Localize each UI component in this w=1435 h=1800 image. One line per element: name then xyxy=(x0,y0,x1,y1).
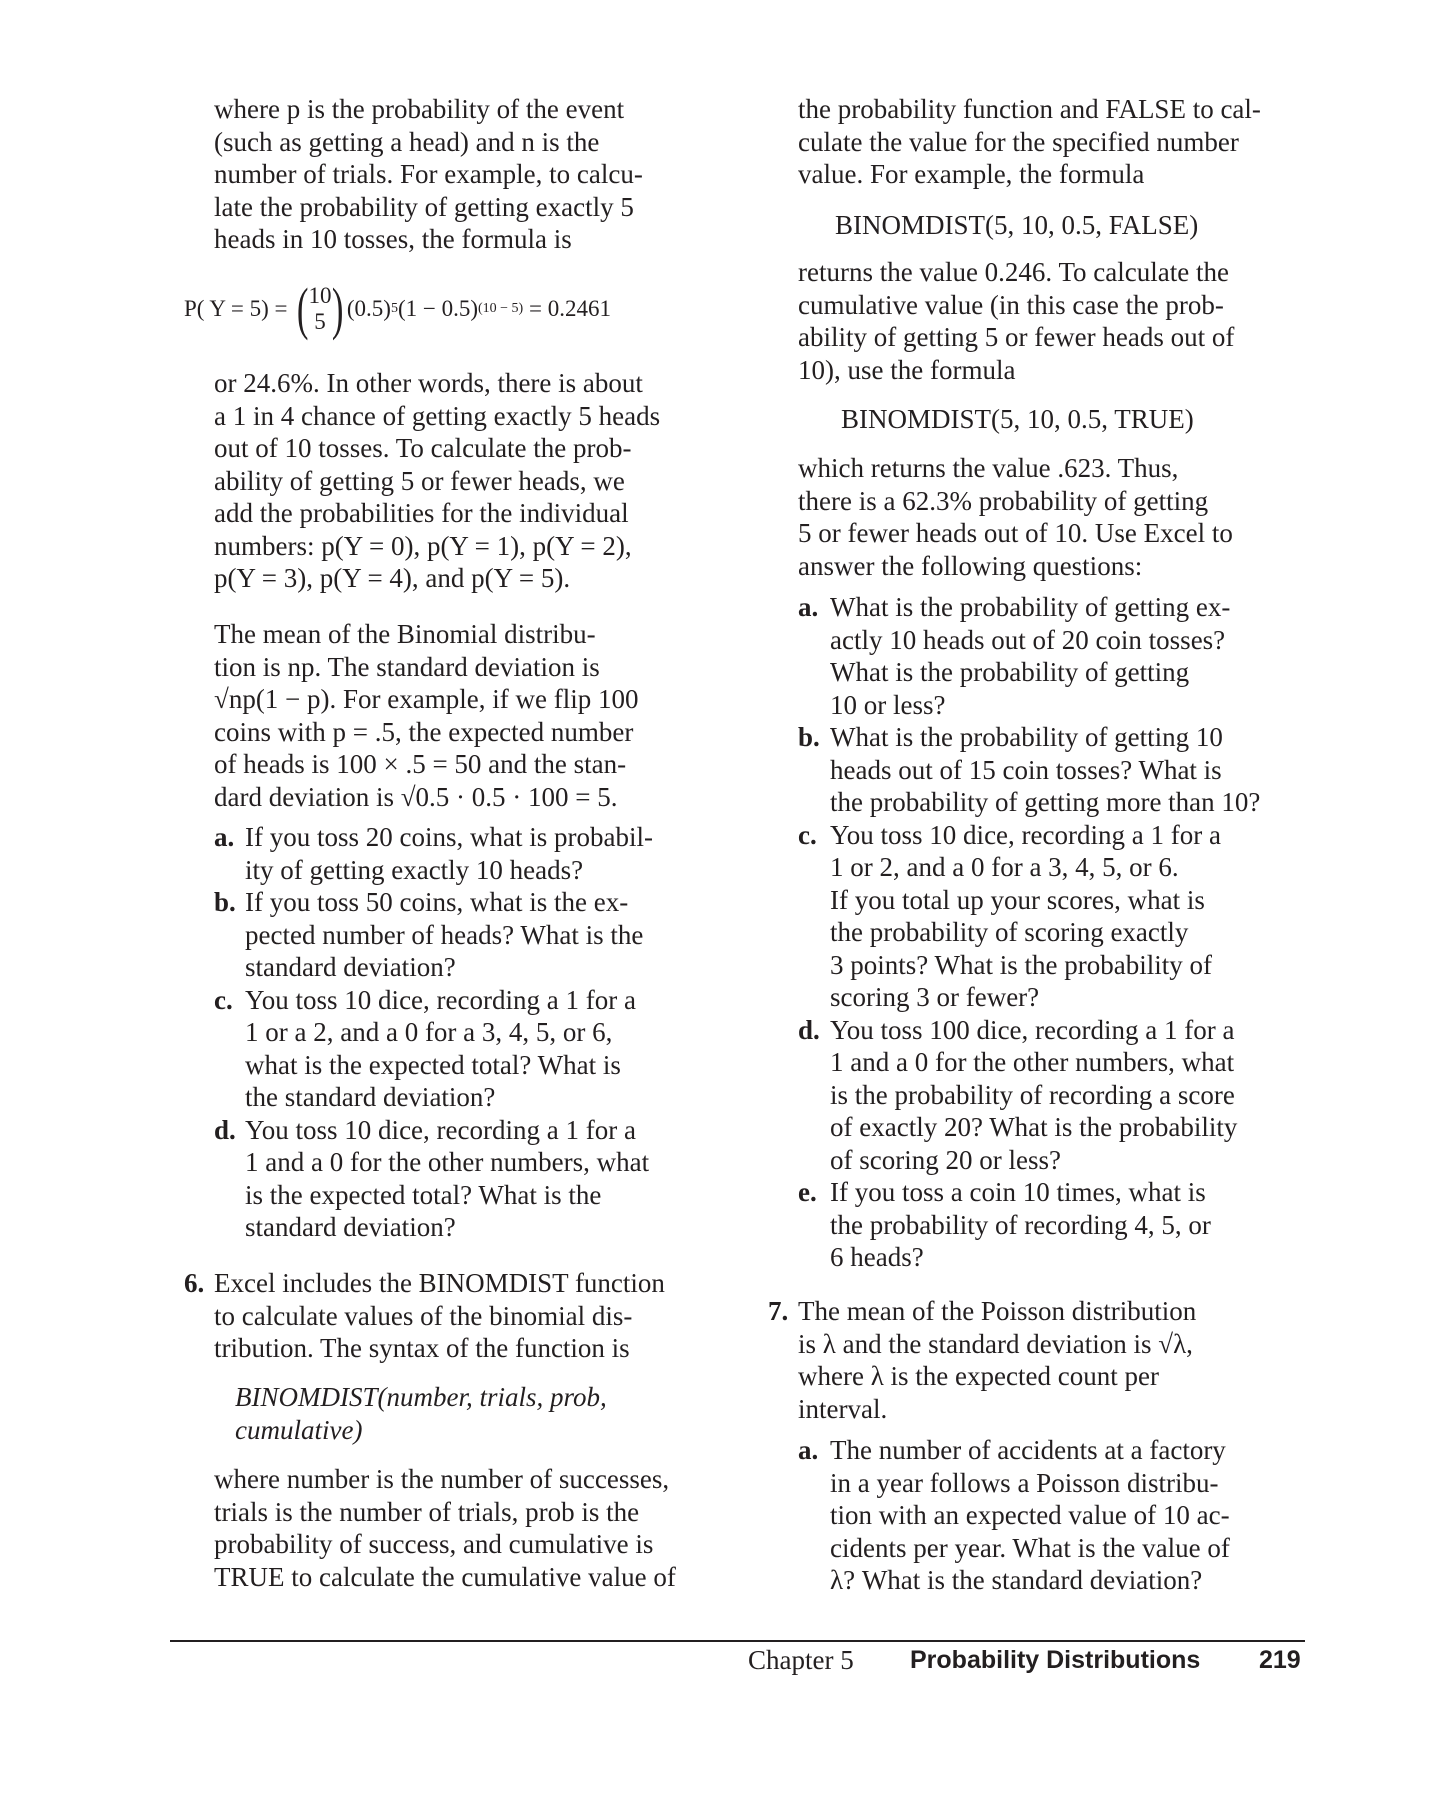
text-line: If you toss a coin 10 times, what is xyxy=(830,1177,1206,1207)
formula-term: (0.5) xyxy=(346,296,391,321)
returns-paragraph xyxy=(798,256,1234,386)
text-line: pected number of heads? What is the xyxy=(245,919,644,950)
question-item xyxy=(798,721,1260,819)
text-line: cidents per year. What is the value of xyxy=(830,1532,1230,1563)
text-line: tribution. The syntax of the function is xyxy=(214,1333,630,1363)
text-line: The mean of the Poisson distribution xyxy=(798,1296,1197,1326)
text-line: late the probability of getting exactly 5 xyxy=(214,191,634,222)
text-line: p(Y = 3), p(Y = 4), and p(Y = 5). xyxy=(214,563,571,593)
text-line: 10), use the formula xyxy=(798,354,1016,385)
text-line: where p is the probability of the event xyxy=(214,94,625,124)
binomial-formula: P( Y = 5) = ( 10 5 ) (0.5) 5 (1 − 0.5) (10 − 5) = 0.2461 xyxy=(184,276,611,341)
text-line: trials is the number of trials, prob is the xyxy=(214,1496,640,1527)
left-question-list xyxy=(214,821,653,1244)
question-6 xyxy=(184,1267,665,1365)
binomdist-syntax xyxy=(235,1381,607,1446)
question-marker: a. xyxy=(798,1435,819,1465)
text-line: The number of accidents at a factory xyxy=(830,1435,1226,1465)
text-line: number of trials. For example, to calcu- xyxy=(214,159,643,189)
text-line: 1 and a 0 for the other numbers, what xyxy=(245,1147,650,1177)
text-line: of scoring 20 or less? xyxy=(830,1144,1061,1175)
text-line: the probability of getting more than 10? xyxy=(830,787,1261,817)
text-line: You toss 10 dice, recording a 1 for a xyxy=(245,984,636,1015)
question-marker: 6. xyxy=(184,1268,205,1298)
text-line: standard deviation? xyxy=(245,952,456,982)
formula-exp: 5 xyxy=(390,301,398,316)
text-line: standard deviation? xyxy=(245,1212,456,1242)
question-marker: b. xyxy=(214,887,236,917)
text-line: What is the probability of getting ex- xyxy=(830,592,1231,622)
text-line: of exactly 20? What is the probability xyxy=(830,1112,1238,1142)
question-item xyxy=(798,1176,1260,1274)
text-line: 1 or 2, and a 0 for a 3, 4, 5, or 6. xyxy=(830,852,1179,882)
text-line: add the probabilities for the individual xyxy=(214,498,629,528)
question-7-list xyxy=(798,1434,1230,1597)
formula-false xyxy=(835,209,1198,242)
text-line: cumulative value (in this case the prob- xyxy=(798,289,1224,320)
text-line: is the probability of recording a score xyxy=(830,1079,1235,1110)
page-number: 219 xyxy=(1259,1646,1301,1674)
text-line: Excel includes the BINOMDIST function xyxy=(214,1268,665,1298)
formula-result: = 0.2461 xyxy=(528,296,611,321)
formula-exp: (10 − 5) xyxy=(478,301,524,316)
text-line: cumulative) xyxy=(235,1414,363,1445)
footer-rule xyxy=(170,1640,1305,1642)
question-marker: d. xyxy=(214,1114,236,1145)
question-item xyxy=(798,1434,1230,1597)
text-line: a 1 in 4 chance of getting exactly 5 heads xyxy=(214,400,661,431)
text-line: You toss 10 dice, recording a 1 for a xyxy=(830,819,1221,850)
binomial-coefficient xyxy=(309,283,332,335)
after-formula-paragraph xyxy=(214,367,660,595)
text-line: heads out of 15 coin tosses? What is xyxy=(830,754,1222,785)
text-line: If you total up your scores, what is xyxy=(830,884,1205,915)
text-line: is the expected total? What is the xyxy=(245,1179,602,1210)
text-line: interval. xyxy=(798,1393,888,1424)
right-continued-paragraph xyxy=(798,93,1261,191)
text-line: 10 or less? xyxy=(830,689,946,720)
chapter-label: Chapter 5 xyxy=(748,1645,854,1675)
text-line: which returns the value .623. Thus, xyxy=(798,453,1179,483)
text-line: to calculate values of the binomial dis- xyxy=(214,1300,633,1331)
question-item xyxy=(214,984,653,1114)
text-line: 1 or a 2, and a 0 for a 3, 4, 5, or 6, xyxy=(245,1017,613,1047)
text-line: the standard deviation? xyxy=(245,1082,496,1112)
question-item xyxy=(798,1014,1260,1177)
text-line: ity of getting exactly 10 heads? xyxy=(245,854,584,885)
formula-lhs: P( Y = 5) = xyxy=(184,296,288,321)
text-line: You toss 100 dice, recording a 1 for a xyxy=(830,1014,1235,1045)
question-marker: e. xyxy=(798,1177,817,1207)
text-line: 6 heads? xyxy=(830,1242,924,1272)
text-line: out of 10 tosses. To calculate the prob- xyxy=(214,433,632,463)
mean-paragraph xyxy=(214,618,638,813)
text-line: is λ and the standard deviation is √λ, xyxy=(798,1328,1193,1359)
question-marker: c. xyxy=(798,819,817,850)
text-line: what is the expected total? What is xyxy=(245,1049,621,1080)
intro-paragraph xyxy=(214,93,643,256)
text-line: If you toss 50 coins, what is the ex- xyxy=(245,887,629,917)
text-line: You toss 10 dice, recording a 1 for a xyxy=(245,1114,636,1145)
question-marker: d. xyxy=(798,1014,820,1045)
text-line: where λ is the expected count per xyxy=(798,1361,1159,1391)
text-line: probability of success, and cumulative is xyxy=(214,1529,654,1559)
text-line: ability of getting 5 or fewer heads out of xyxy=(798,322,1235,352)
text-line: actly 10 heads out of 20 coin tosses? xyxy=(830,624,1226,655)
question-item xyxy=(798,819,1260,1014)
formula-line: BINOMDIST(5, 10, 0.5, TRUE) xyxy=(841,404,1194,434)
text-line: heads in 10 tosses, the formula is xyxy=(214,224,572,254)
text-line: value. For example, the formula xyxy=(798,159,1145,189)
question-item xyxy=(768,1295,1196,1425)
text-line: the probability function and FALSE to cal- xyxy=(798,94,1261,124)
question-item xyxy=(214,1114,653,1244)
where-paragraph xyxy=(214,1463,676,1593)
question-item xyxy=(798,591,1260,721)
formula-term: (1 − 0.5) xyxy=(397,296,478,321)
text-line: TRUE to calculate the cumulative value of xyxy=(214,1561,676,1592)
question-item xyxy=(214,821,653,886)
binom-top: 10 xyxy=(308,283,332,308)
text-line: the probability of scoring exactly xyxy=(830,917,1189,947)
text-line: coins with p = .5, the expected number xyxy=(214,716,634,747)
text-line: tion with an expected value of 10 ac- xyxy=(830,1500,1230,1530)
text-line: 5 or fewer heads out of 10. Use Excel to xyxy=(798,518,1233,548)
question-item xyxy=(214,886,653,984)
text-line: BINOMDIST(number, trials, prob, xyxy=(235,1382,607,1412)
text-line: culate the value for the specified number xyxy=(798,126,1239,157)
text-line: the probability of recording 4, 5, or xyxy=(830,1209,1211,1240)
question-marker: b. xyxy=(798,722,820,752)
binom-bottom: 5 xyxy=(314,309,326,334)
formula-true xyxy=(841,403,1194,436)
text-line: 1 and a 0 for the other numbers, what xyxy=(830,1047,1235,1077)
question-marker: a. xyxy=(214,822,235,852)
formula-line: BINOMDIST(5, 10, 0.5, FALSE) xyxy=(835,210,1199,240)
question-marker: 7. xyxy=(768,1296,789,1326)
text-line: (such as getting a head) and n is the xyxy=(214,126,600,157)
text-line: scoring 3 or fewer? xyxy=(830,982,1040,1012)
question-marker: c. xyxy=(214,984,233,1015)
question-7 xyxy=(768,1295,1196,1425)
text-line: in a year follows a Poisson distribu- xyxy=(830,1467,1219,1498)
text-line: 3 points? What is the probability of xyxy=(830,949,1212,980)
text-line: or 24.6%. In other words, there is about xyxy=(214,368,643,398)
text-line: ability of getting 5 or fewer heads, we xyxy=(214,465,625,496)
text-line: The mean of the Binomial distribu- xyxy=(214,619,596,649)
text-line: returns the value 0.246. To calculate the xyxy=(798,257,1229,287)
text-line: λ? What is the standard deviation? xyxy=(830,1565,1203,1595)
text-line: √np(1 − p). For example, if we flip 100 xyxy=(214,684,639,714)
text-line: there is a 62.3% probability of getting xyxy=(798,485,1209,516)
text-line: numbers: p(Y = 0), p(Y = 1), p(Y = 2), xyxy=(214,530,632,561)
text-line: What is the probability of getting xyxy=(830,657,1190,687)
text-line: of heads is 100 × .5 = 50 and the stan- xyxy=(214,749,627,779)
right-question-list xyxy=(798,591,1260,1274)
text-line: where number is the number of successes, xyxy=(214,1464,670,1494)
which-paragraph xyxy=(798,452,1233,582)
text-line: tion is np. The standard deviation is xyxy=(214,651,600,682)
text-line: What is the probability of getting 10 xyxy=(830,722,1223,752)
text-line: answer the following questions: xyxy=(798,550,1143,581)
text-line: dard deviation is √0.5 · 0.5 · 100 = 5. xyxy=(214,781,618,812)
chapter-title: Probability Distributions xyxy=(910,1646,1201,1674)
text-line: If you toss 20 coins, what is probabil- xyxy=(245,822,653,852)
question-marker: a. xyxy=(798,592,819,622)
question-item xyxy=(184,1267,665,1365)
